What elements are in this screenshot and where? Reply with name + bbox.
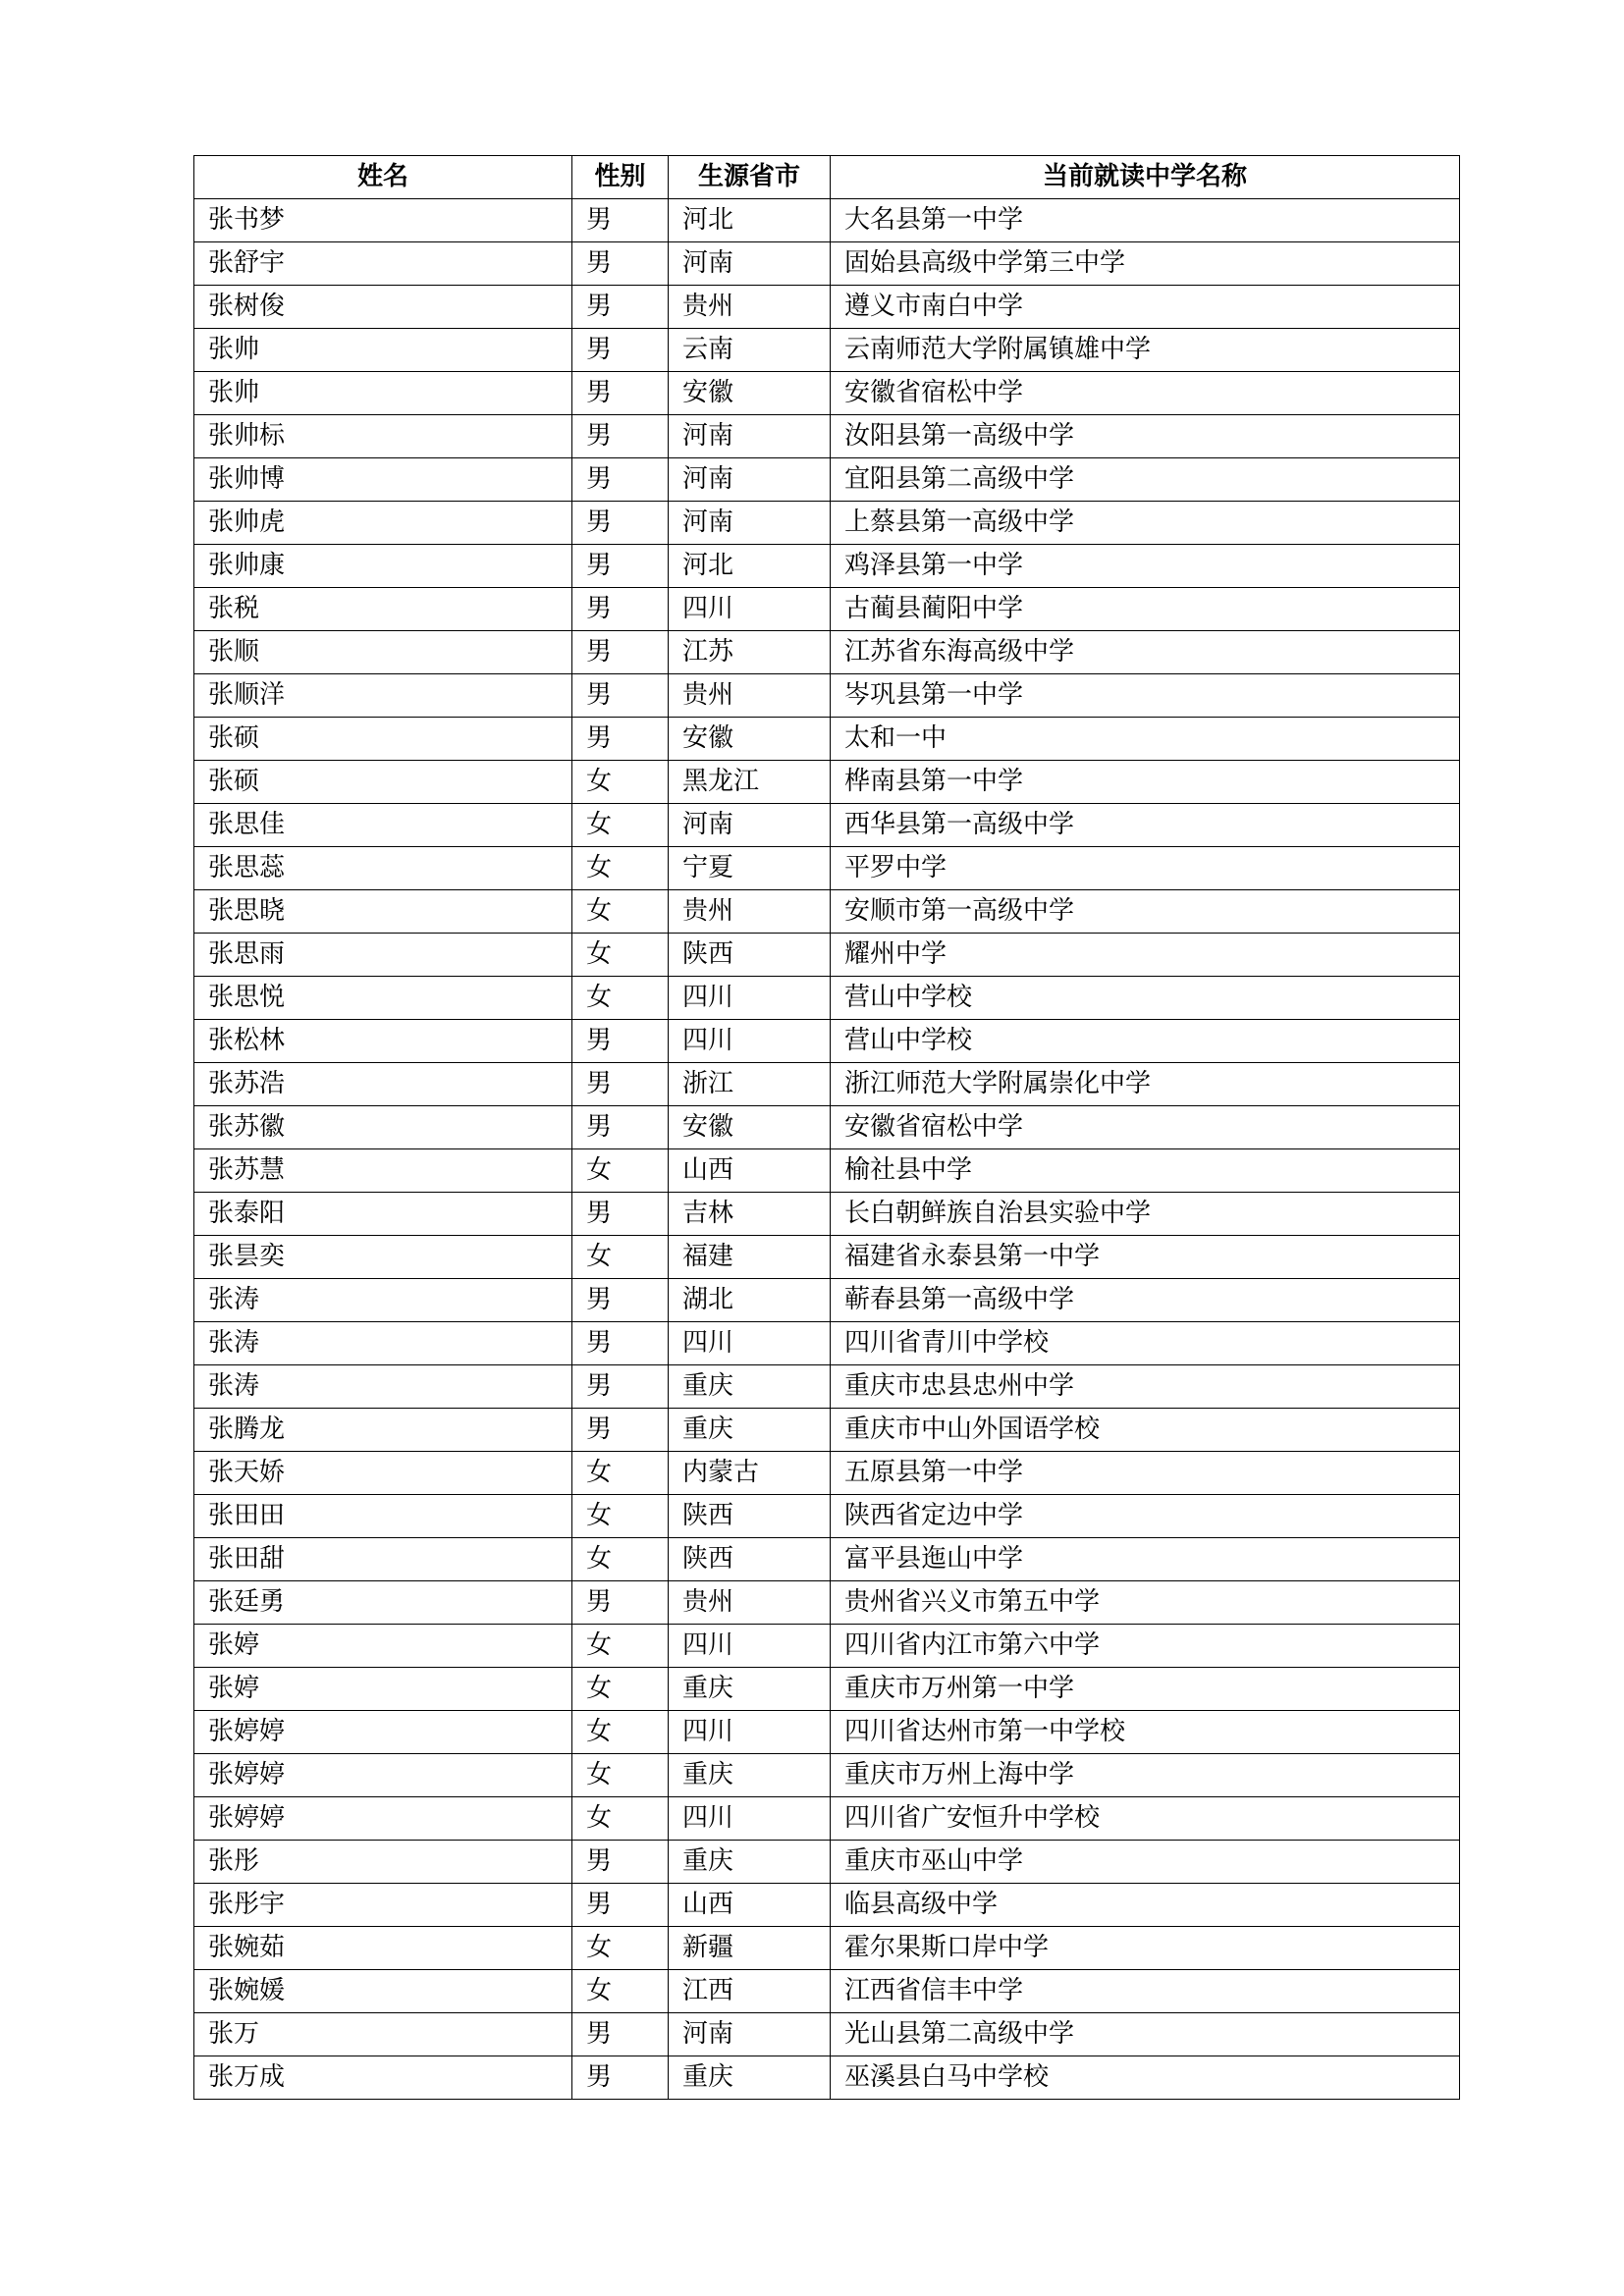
cell-gender: 女 <box>572 1495 669 1538</box>
cell-gender: 男 <box>572 631 669 674</box>
cell-province: 陕西 <box>669 1495 831 1538</box>
cell-gender: 女 <box>572 1625 669 1668</box>
cell-school: 古蔺县蔺阳中学 <box>831 588 1460 631</box>
table-row <box>194 588 1460 631</box>
table-row <box>194 1063 1460 1106</box>
cell-province: 河南 <box>669 2013 831 2056</box>
cell-province: 浙江 <box>669 1063 831 1106</box>
cell-name: 张树俊 <box>194 286 572 329</box>
cell-school: 四川省青川中学校 <box>831 1322 1460 1365</box>
cell-name: 张顺洋 <box>194 674 572 718</box>
cell-province: 四川 <box>669 1020 831 1063</box>
cell-school: 江苏省东海高级中学 <box>831 631 1460 674</box>
header-row <box>194 156 1460 199</box>
cell-name: 张苏浩 <box>194 1063 572 1106</box>
cell-gender: 女 <box>572 1797 669 1841</box>
table-header <box>194 156 1460 199</box>
table-row <box>194 890 1460 934</box>
cell-school: 太和一中 <box>831 718 1460 761</box>
cell-name: 张婷婷 <box>194 1754 572 1797</box>
cell-province: 重庆 <box>669 1365 831 1409</box>
cell-gender: 女 <box>572 1970 669 2013</box>
cell-name: 张昙奕 <box>194 1236 572 1279</box>
table-row <box>194 199 1460 242</box>
cell-gender: 女 <box>572 1452 669 1495</box>
cell-province: 山西 <box>669 1149 831 1193</box>
table-row <box>194 1193 1460 1236</box>
cell-province: 重庆 <box>669 1409 831 1452</box>
cell-province: 河南 <box>669 458 831 502</box>
cell-school: 桦南县第一中学 <box>831 761 1460 804</box>
cell-gender: 男 <box>572 415 669 458</box>
table-row <box>194 286 1460 329</box>
cell-province: 山西 <box>669 1884 831 1927</box>
table-row <box>194 1365 1460 1409</box>
cell-school: 富平县迤山中学 <box>831 1538 1460 1581</box>
cell-school: 岑巩县第一中学 <box>831 674 1460 718</box>
table-row <box>194 847 1460 890</box>
cell-school: 宜阳县第二高级中学 <box>831 458 1460 502</box>
cell-school: 福建省永泰县第一中学 <box>831 1236 1460 1279</box>
cell-school: 耀州中学 <box>831 934 1460 977</box>
cell-school: 江西省信丰中学 <box>831 1970 1460 2013</box>
cell-name: 张思蕊 <box>194 847 572 890</box>
table-row <box>194 977 1460 1020</box>
cell-gender: 女 <box>572 1236 669 1279</box>
cell-school: 长白朝鲜族自治县实验中学 <box>831 1193 1460 1236</box>
table-row <box>194 2013 1460 2056</box>
cell-school: 五原县第一中学 <box>831 1452 1460 1495</box>
cell-name: 张思雨 <box>194 934 572 977</box>
table-row <box>194 804 1460 847</box>
table-row <box>194 458 1460 502</box>
table-row <box>194 329 1460 372</box>
table-row <box>194 1581 1460 1625</box>
cell-school: 霍尔果斯口岸中学 <box>831 1927 1460 1970</box>
cell-school: 蕲春县第一高级中学 <box>831 1279 1460 1322</box>
cell-name: 张硕 <box>194 718 572 761</box>
cell-gender: 男 <box>572 329 669 372</box>
cell-gender: 女 <box>572 1754 669 1797</box>
cell-province: 内蒙古 <box>669 1452 831 1495</box>
table-row <box>194 1927 1460 1970</box>
cell-gender: 男 <box>572 588 669 631</box>
cell-gender: 男 <box>572 1193 669 1236</box>
cell-name: 张苏徽 <box>194 1106 572 1149</box>
cell-gender: 女 <box>572 1538 669 1581</box>
header-gender: 性别 <box>572 156 669 199</box>
cell-school: 四川省广安恒升中学校 <box>831 1797 1460 1841</box>
cell-school: 遵义市南白中学 <box>831 286 1460 329</box>
table-row <box>194 1711 1460 1754</box>
cell-gender: 男 <box>572 1841 669 1884</box>
cell-name: 张帅博 <box>194 458 572 502</box>
cell-name: 张婉茹 <box>194 1927 572 1970</box>
cell-gender: 女 <box>572 1668 669 1711</box>
cell-school: 陕西省定边中学 <box>831 1495 1460 1538</box>
cell-province: 重庆 <box>669 1841 831 1884</box>
cell-school: 四川省内江市第六中学 <box>831 1625 1460 1668</box>
table-row <box>194 242 1460 286</box>
cell-gender: 男 <box>572 1106 669 1149</box>
header-province: 生源省市 <box>669 156 831 199</box>
cell-province: 河北 <box>669 199 831 242</box>
table-row <box>194 1322 1460 1365</box>
cell-name: 张婷 <box>194 1625 572 1668</box>
cell-name: 张税 <box>194 588 572 631</box>
cell-gender: 男 <box>572 1581 669 1625</box>
table-row <box>194 1797 1460 1841</box>
cell-name: 张思悦 <box>194 977 572 1020</box>
cell-school: 榆社县中学 <box>831 1149 1460 1193</box>
cell-name: 张涛 <box>194 1279 572 1322</box>
cell-province: 贵州 <box>669 890 831 934</box>
cell-name: 张松林 <box>194 1020 572 1063</box>
cell-province: 重庆 <box>669 1754 831 1797</box>
cell-gender: 男 <box>572 718 669 761</box>
table-row <box>194 761 1460 804</box>
cell-province: 四川 <box>669 1711 831 1754</box>
cell-name: 张帅虎 <box>194 502 572 545</box>
cell-province: 河南 <box>669 804 831 847</box>
cell-name: 张帅标 <box>194 415 572 458</box>
table-row <box>194 545 1460 588</box>
cell-gender: 男 <box>572 1322 669 1365</box>
cell-gender: 男 <box>572 545 669 588</box>
cell-school: 浙江师范大学附属崇化中学 <box>831 1063 1460 1106</box>
cell-gender: 女 <box>572 847 669 890</box>
cell-gender: 男 <box>572 372 669 415</box>
cell-name: 张田甜 <box>194 1538 572 1581</box>
cell-school: 四川省达州市第一中学校 <box>831 1711 1460 1754</box>
cell-province: 四川 <box>669 1797 831 1841</box>
cell-school: 安徽省宿松中学 <box>831 372 1460 415</box>
cell-gender: 女 <box>572 1149 669 1193</box>
cell-province: 河南 <box>669 415 831 458</box>
cell-name: 张帅康 <box>194 545 572 588</box>
table-row <box>194 631 1460 674</box>
cell-name: 张婷 <box>194 1668 572 1711</box>
cell-name: 张彤宇 <box>194 1884 572 1927</box>
cell-name: 张田田 <box>194 1495 572 1538</box>
cell-gender: 男 <box>572 1365 669 1409</box>
cell-school: 安顺市第一高级中学 <box>831 890 1460 934</box>
cell-province: 贵州 <box>669 1581 831 1625</box>
table-row <box>194 1754 1460 1797</box>
cell-gender: 女 <box>572 1927 669 1970</box>
student-roster-table <box>193 155 1460 2100</box>
cell-province: 河南 <box>669 242 831 286</box>
cell-school: 营山中学校 <box>831 977 1460 1020</box>
cell-province: 吉林 <box>669 1193 831 1236</box>
cell-gender: 男 <box>572 502 669 545</box>
cell-province: 重庆 <box>669 2056 831 2100</box>
cell-school: 重庆市万州第一中学 <box>831 1668 1460 1711</box>
cell-gender: 男 <box>572 1279 669 1322</box>
cell-gender: 男 <box>572 1063 669 1106</box>
cell-gender: 男 <box>572 1020 669 1063</box>
cell-gender: 男 <box>572 674 669 718</box>
cell-school: 临县高级中学 <box>831 1884 1460 1927</box>
cell-gender: 男 <box>572 2013 669 2056</box>
cell-school: 重庆市忠县忠州中学 <box>831 1365 1460 1409</box>
cell-province: 重庆 <box>669 1668 831 1711</box>
header-school: 当前就读中学名称 <box>831 156 1460 199</box>
cell-name: 张硕 <box>194 761 572 804</box>
cell-name: 张婷婷 <box>194 1711 572 1754</box>
cell-name: 张思佳 <box>194 804 572 847</box>
cell-province: 贵州 <box>669 286 831 329</box>
table-row <box>194 1668 1460 1711</box>
cell-name: 张涛 <box>194 1322 572 1365</box>
cell-province: 安徽 <box>669 718 831 761</box>
cell-name: 张涛 <box>194 1365 572 1409</box>
cell-province: 贵州 <box>669 674 831 718</box>
cell-school: 重庆市中山外国语学校 <box>831 1409 1460 1452</box>
cell-school: 大名县第一中学 <box>831 199 1460 242</box>
cell-province: 湖北 <box>669 1279 831 1322</box>
cell-name: 张顺 <box>194 631 572 674</box>
header-name: 姓名 <box>194 156 572 199</box>
cell-province: 四川 <box>669 588 831 631</box>
table-row <box>194 415 1460 458</box>
cell-name: 张天娇 <box>194 1452 572 1495</box>
cell-province: 陕西 <box>669 934 831 977</box>
cell-school: 汝阳县第一高级中学 <box>831 415 1460 458</box>
cell-province: 四川 <box>669 977 831 1020</box>
cell-gender: 女 <box>572 1711 669 1754</box>
table-row <box>194 1970 1460 2013</box>
cell-school: 巫溪县白马中学校 <box>831 2056 1460 2100</box>
cell-school: 光山县第二高级中学 <box>831 2013 1460 2056</box>
cell-name: 张帅 <box>194 372 572 415</box>
table-row <box>194 934 1460 977</box>
cell-province: 河北 <box>669 545 831 588</box>
cell-province: 江西 <box>669 1970 831 2013</box>
cell-name: 张廷勇 <box>194 1581 572 1625</box>
cell-school: 固始县高级中学第三中学 <box>831 242 1460 286</box>
cell-province: 四川 <box>669 1625 831 1668</box>
cell-province: 安徽 <box>669 372 831 415</box>
table-row <box>194 1884 1460 1927</box>
cell-province: 福建 <box>669 1236 831 1279</box>
cell-school: 安徽省宿松中学 <box>831 1106 1460 1149</box>
table-row <box>194 1495 1460 1538</box>
table-row <box>194 1625 1460 1668</box>
cell-province: 新疆 <box>669 1927 831 1970</box>
cell-gender: 女 <box>572 890 669 934</box>
table-row <box>194 1452 1460 1495</box>
cell-province: 河南 <box>669 502 831 545</box>
table-row <box>194 2056 1460 2100</box>
cell-gender: 女 <box>572 804 669 847</box>
cell-gender: 女 <box>572 934 669 977</box>
cell-school: 贵州省兴义市第五中学 <box>831 1581 1460 1625</box>
cell-school: 西华县第一高级中学 <box>831 804 1460 847</box>
cell-gender: 女 <box>572 761 669 804</box>
cell-gender: 男 <box>572 286 669 329</box>
cell-province: 黑龙江 <box>669 761 831 804</box>
cell-gender: 男 <box>572 1409 669 1452</box>
cell-name: 张书梦 <box>194 199 572 242</box>
cell-name: 张苏慧 <box>194 1149 572 1193</box>
table-row <box>194 502 1460 545</box>
table-row <box>194 1149 1460 1193</box>
cell-name: 张婉媛 <box>194 1970 572 2013</box>
cell-province: 宁夏 <box>669 847 831 890</box>
table-row <box>194 1279 1460 1322</box>
cell-school: 云南师范大学附属镇雄中学 <box>831 329 1460 372</box>
table-row <box>194 1020 1460 1063</box>
table-row <box>194 674 1460 718</box>
cell-province: 四川 <box>669 1322 831 1365</box>
cell-school: 鸡泽县第一中学 <box>831 545 1460 588</box>
cell-province: 云南 <box>669 329 831 372</box>
cell-name: 张腾龙 <box>194 1409 572 1452</box>
cell-gender: 男 <box>572 2056 669 2100</box>
table-row <box>194 1106 1460 1149</box>
cell-name: 张万 <box>194 2013 572 2056</box>
cell-gender: 女 <box>572 977 669 1020</box>
cell-name: 张舒宇 <box>194 242 572 286</box>
cell-gender: 男 <box>572 199 669 242</box>
table-row <box>194 1538 1460 1581</box>
cell-province: 江苏 <box>669 631 831 674</box>
table-row <box>194 1236 1460 1279</box>
cell-name: 张帅 <box>194 329 572 372</box>
table-body <box>194 199 1460 2100</box>
cell-province: 陕西 <box>669 1538 831 1581</box>
cell-name: 张泰阳 <box>194 1193 572 1236</box>
table-row <box>194 1409 1460 1452</box>
cell-school: 重庆市万州上海中学 <box>831 1754 1460 1797</box>
cell-school: 营山中学校 <box>831 1020 1460 1063</box>
cell-school: 上蔡县第一高级中学 <box>831 502 1460 545</box>
cell-school: 重庆市巫山中学 <box>831 1841 1460 1884</box>
cell-gender: 男 <box>572 1884 669 1927</box>
cell-name: 张婷婷 <box>194 1797 572 1841</box>
table-row <box>194 718 1460 761</box>
cell-name: 张彤 <box>194 1841 572 1884</box>
cell-gender: 男 <box>572 458 669 502</box>
table-row <box>194 1841 1460 1884</box>
cell-name: 张思晓 <box>194 890 572 934</box>
table-row <box>194 372 1460 415</box>
cell-gender: 男 <box>572 242 669 286</box>
cell-name: 张万成 <box>194 2056 572 2100</box>
cell-province: 安徽 <box>669 1106 831 1149</box>
cell-school: 平罗中学 <box>831 847 1460 890</box>
